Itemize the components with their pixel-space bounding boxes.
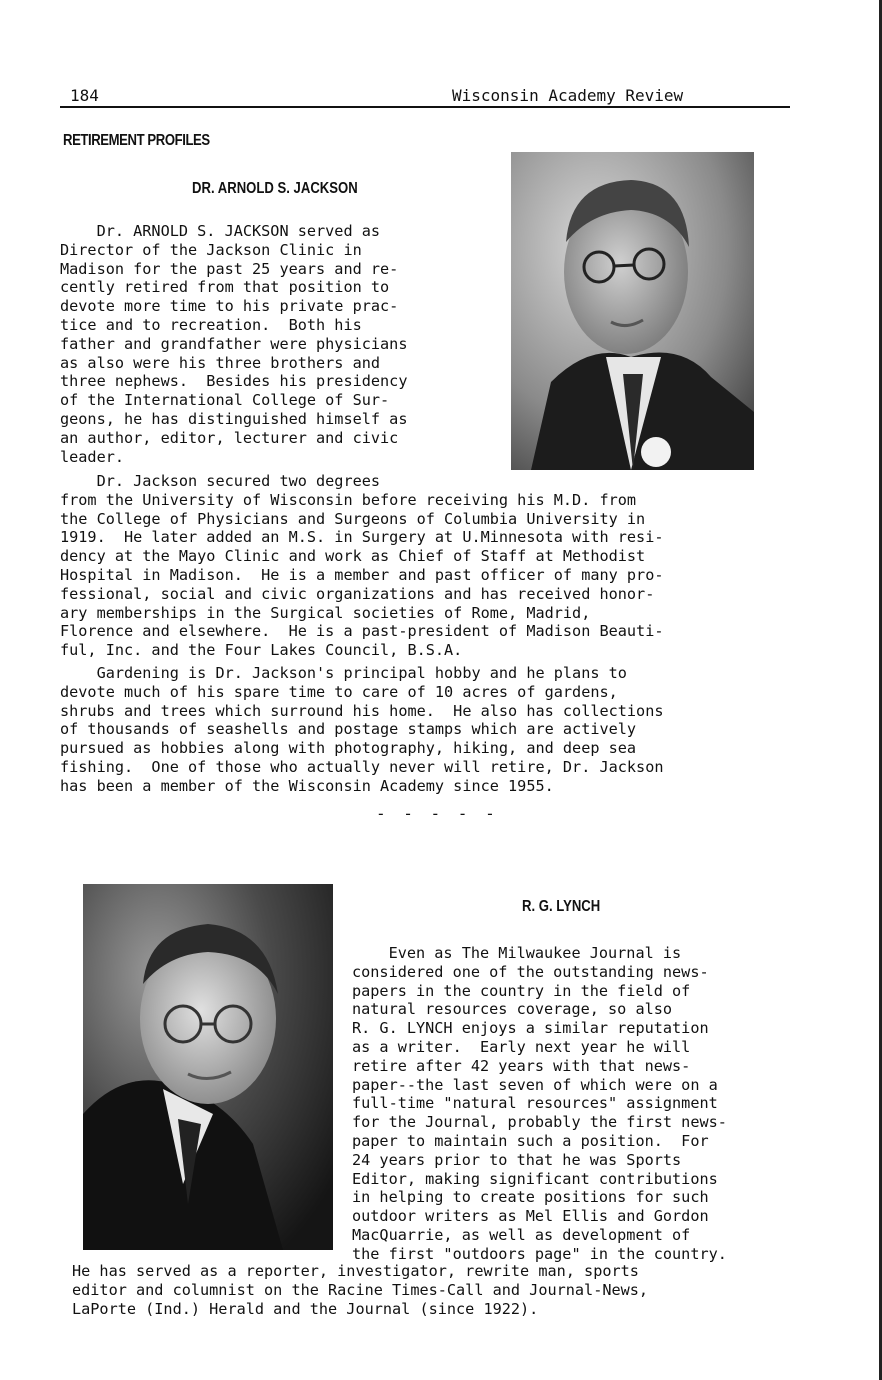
jackson-paragraph-3: Gardening is Dr. Jackson's principal hobby and he plans to devote much of his spare time to care of 10 acres of gardens, shrubs and trees which surround his home. He also has collections of thousands of seashells and postage stamps which are actively pursued as hobbies along with photography, hiking, and deep sea fishing. One of those who actually never will retire, Dr. Jackson has been a member of the Wisconsin Academy since 1955. bbox=[60, 664, 664, 795]
jackson-paragraph-1: Dr. ARNOLD S. JACKSON served as Director of the Jackson Clinic in Madison for the past 25 years and re- cently retired from that position to devote more time to his private prac- tice and to recreation. Both his father and grandfather were physicians as also were his three brothers and three nephews. Besides his presidency of the International College of Sur- geons, he has distinguished himself as an author, editor, lecturer and civic leader. bbox=[60, 222, 408, 466]
section-separator: - - - - - bbox=[376, 804, 499, 823]
jackson-portrait-photo bbox=[511, 152, 754, 470]
page-number: 184 bbox=[70, 86, 99, 105]
lynch-heading: R. G. LYNCH bbox=[522, 898, 601, 915]
lynch-paragraph-2: He has served as a reporter, investigator, rewrite man, sports editor and columnist on the Racine Times-Call and Journal-News, LaPorte (Ind.) Herald and the Journal (since 1922). bbox=[72, 1262, 649, 1318]
jackson-heading: DR. ARNOLD S. JACKSON bbox=[192, 180, 358, 197]
jackson-paragraph-2: Dr. Jackson secured two degrees from the University of Wisconsin before receiving his M.D. from the College of Physicians and Surgeons of Columbia University in 1919. He later added an M.S. in Surgery at U.Minnesota with resi- dency at the Mayo Clinic and work as Chief of Staff at Methodist Hospital in Madison. He is a member and past officer of many pro- fessional, social and civic organizations and has received honor- ary memberships in the Surgical societies of Rome, Madrid, Florence and elsewhere. He is a past-president of Madison Beauti- ful, Inc. and the Four Lakes Council, B.S.A. bbox=[60, 472, 664, 660]
journal-title: Wisconsin Academy Review bbox=[452, 86, 684, 105]
lynch-portrait-photo bbox=[83, 884, 333, 1250]
header-rule bbox=[60, 106, 790, 108]
running-header bbox=[62, 86, 790, 108]
lynch-paragraph-1: Even as The Milwaukee Journal is considered one of the outstanding news- papers in the country in the field of natural resources coverage, so also R. G. LYNCH enjoys a similar reputation as a writer. Early next year he will retire after 42 years with that news- paper--the last seven of which were on a full-time "natural resources" assignment for the Journal, probably the first news- paper to maintain such a position. For 24 years prior to that he was Sports Editor, making significant contributions in helping to create positions for such outdoor writers as Mel Ellis and Gordon MacQuarrie, as well as development of the first "outdoors page" in the country. bbox=[352, 944, 727, 1263]
section-label: RETIREMENT PROFILES bbox=[63, 132, 210, 149]
